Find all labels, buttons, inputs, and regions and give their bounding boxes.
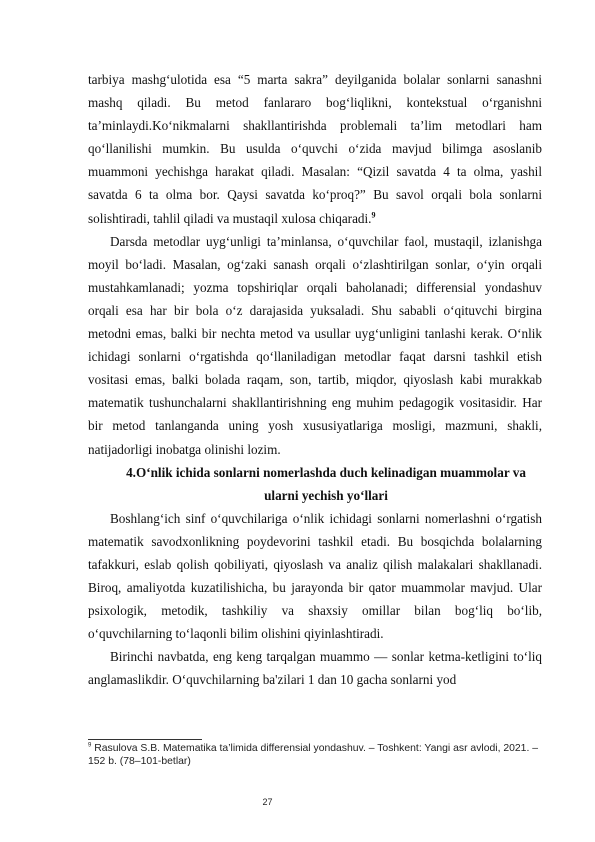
- section-heading: 4.O‘nlik ichida sonlarni nomerlashda duch kelinadigan muammolar va ularni yechish yo‘llari: [126, 464, 526, 503]
- paragraph-4: Birinchi navbatda, eng keng tarqalgan muammo — sonlar ketma-ketligini to‘liq anglamaslikdir. O‘quvchilarning ba'zilari 1 dan 10 gacha sonlarni yod: [88, 649, 542, 688]
- page-body: [88, 68, 542, 692]
- footnote: [88, 742, 542, 768]
- page-number-text: 27: [262, 797, 273, 807]
- page-number: [0, 797, 595, 807]
- paragraph-3: Boshlang‘ich sinf o‘quvchilariga o‘nlik ichidagi sonlarni nomerlashni o‘rgatish matematik savodxonlikning poydevorini tashkil etadi. Bu bosqichda bolalarning tafakkuri, eslab qolish qobiliyati, qiyoslash va analiz qilish malakalari shakllanadi. Biroq, amaliyotda kuzatilishicha, bu jarayonda bir qator muammolar mavjud. Ular psixologik, metodik, tashkiliy va shaxsiy omillar bilan bog‘liq bo‘lib, o‘quvchilarning to‘laqonli bilim olishini qiyinlashtiradi.: [88, 510, 542, 642]
- footnote-text: Rasulova S.B. Matematika ta’limida differensial yondashuv. – Toshkent: Yangi asr avlodi, 2021. – 152 b. (78–101-betlar): [88, 743, 539, 767]
- footnote-divider: [88, 739, 202, 740]
- footnote-number: 9: [88, 742, 92, 749]
- paragraph-2: Darsda metodlar uyg‘unligi ta’minlansa, o‘quvchilar faol, mustaqil, izlanishga moyil bo‘ladi. Masalan, og‘zaki sanash orqali o‘zlashtirilgan sonlar, o‘yin orqali mustahkamlanadi; yozma topshiriqlar orqali baholanadi; differensial yondashuv orqali esa har bir bola o‘z darajasida yuksaladi. Shu sababli o‘qituvchi birgina metodni emas, balki bir nechta metod va usullar uyg‘unligini tanlashi kerak. O‘nlik ichidagi sonlarni o‘rgatishda qo‘llaniladigan metodlar faqat darsni tashkil etish vositasi emas, balki bolada raqam, son, tartib, miqdor, qiyoslash kabi murakkab matematik tushunchalarni shakllantirishning eng muhim pedagogik vositasidir. Har bir metod tanlanganda uning yosh xususiyatlariga mosligi, mazmuni, shakli, natijadorligi inobatga olinishi lozim.: [88, 233, 542, 457]
- paragraph-1-text: tarbiya mashg‘ulotida esa “5 marta sakra” deyilganida bolalar sonlarni sanashni mashq qiladi. Bu metod fanlararo bog‘liqlikni, kontekstual o‘rganishni ta’minlaydi.Ko‘nikmalarni shakllantirishda problemali ta’lim metodlari ham qo‘llanilishi mumkin. Bu usulda o‘quvchi o‘zida mavjud bilimga asoslanib muammoni yechishga harakat qiladi. Masalan: “Qizil savatda 4 ta olma, yashil savatda 6 ta olma bor. Qaysi savatda ko‘proq?” Bu savol orqali bola sonlarni solishtiradi, tahlil qiladi va mustaqil xulosa chiqaradi.: [88, 72, 542, 226]
- footnote-reference[interactable]: 9: [371, 210, 376, 220]
- paragraph-1: [88, 68, 542, 230]
